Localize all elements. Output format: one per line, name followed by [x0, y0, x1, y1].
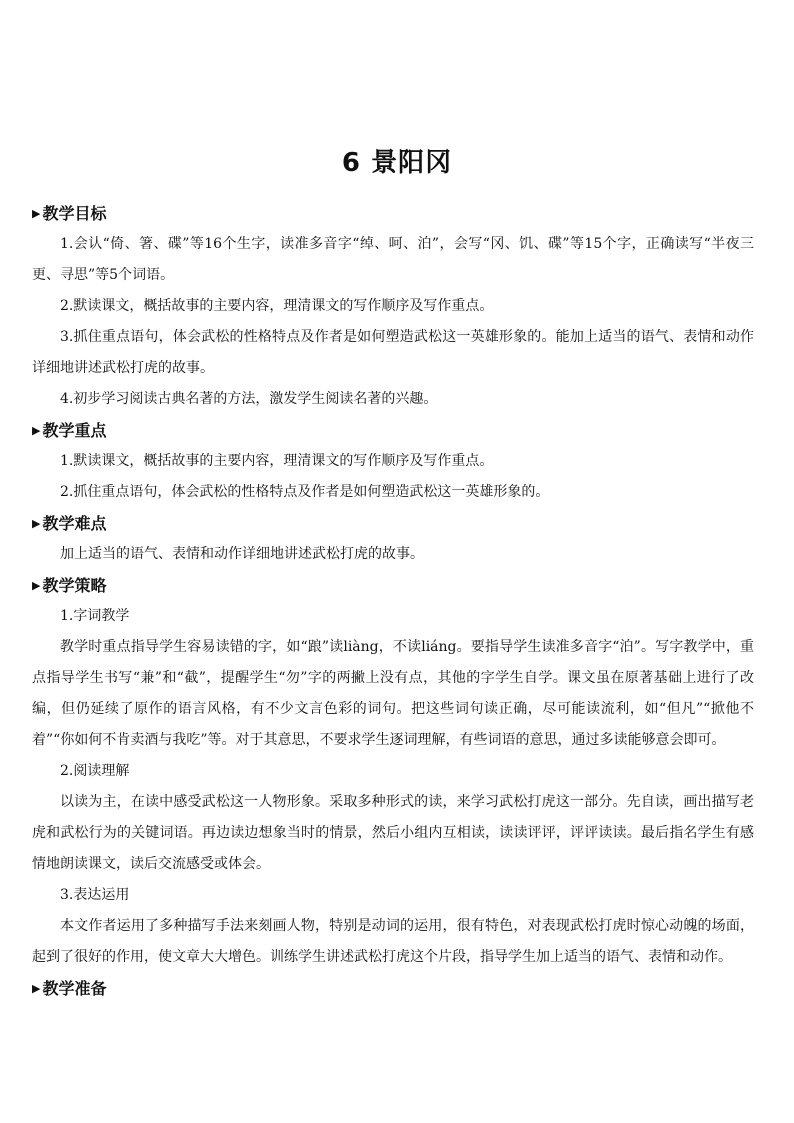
strategy-subheading: 2.阅读理解 — [60, 763, 130, 779]
triangle-bullet-icon: ▶ — [32, 517, 41, 530]
goal-item: 2.默读课文，概括故事的主要内容，理清课文的写作顺序及写作重点。 — [60, 298, 494, 314]
section-heading-goals: ▶ 教学目标 — [32, 204, 107, 223]
strategy-text: 以读为主，在读中感受武松这一人物形象。采取多种形式的读，来学习武松打虎这一部分。先自读，画出描写老虎和武松行为的关键词语。再边读边想象当时的情景，然后小组内互相读，读读评评，评评读读。最后指名学生有感情地朗读课文，读后交流感受或体会。 — [32, 794, 754, 872]
triangle-bullet-icon: ▶ — [32, 982, 41, 995]
strategy-text: 教学时重点指导学生容易读错的字，如“踉”读liàng，不读liáng。要指导学生读准多音字“泊”。写字教学中，重点指导学生书写“兼”和“截”，提醒学生“勿”字的两撇上没有点，其他的字学生自学。课文虽在原著基础上进行了改编，但仍延续了原作的语言风格，有不少文言色彩的词句。把这些词句读正确，尽可能读流利，如“但凡”“掀他不着”“你如何不肯卖酒与我吃”等。对于其意思，不要求学生逐词理解，有些词语的意思，通过多读能够意会即可。 — [32, 639, 754, 748]
section-heading-key-points: ▶ 教学重点 — [32, 421, 107, 440]
strategy-text: 本文作者运用了多种描写手法来刻画人物，特别是动词的运用，很有特色，对表现武松打虎时惊心动魄的场面，起到了很好的作用，使文章大大增色。训练学生讲述武松打虎这个片段，指导学生加上适当的语气、表情和动作。 — [32, 918, 754, 965]
document-content — [32, 198, 754, 1004]
goal-item: 3.抓住重点语句，体会武松的性格特点及作者是如何塑造武松这一英雄形象的。能加上适当的语气、表情和动作详细地讲述武松打虎的故事。 — [32, 329, 754, 376]
page-title: 6 景阳冈 — [341, 148, 453, 178]
triangle-bullet-icon: ▶ — [32, 579, 41, 592]
section-heading-preparation: ▶ 教学准备 — [32, 979, 107, 998]
key-point-item: 1.默读课文，概括故事的主要内容，理清课文的写作顺序及写作重点。 — [60, 453, 494, 469]
key-point-item: 2.抓住重点语句，体会武松的性格特点及作者是如何塑造武松这一英雄形象的。 — [60, 484, 550, 500]
section-heading-strategy: ▶ 教学策略 — [32, 576, 107, 595]
strategy-subheading: 1.字词教学 — [60, 608, 130, 624]
strategy-subheading: 3.表达运用 — [60, 887, 130, 903]
difficulty-item: 加上适当的语气、表情和动作详细地讲述武松打虎的故事。 — [60, 546, 424, 562]
section-heading-difficulties: ▶ 教学难点 — [32, 514, 107, 533]
triangle-bullet-icon: ▶ — [32, 424, 41, 437]
goal-item: 1.会认“倚、箸、碟”等16个生字，读准多音字“绰、呵、泊”，会写“冈、饥、碟”等15个字，正确读写“半夜三更、寻思”等5个词语。 — [32, 236, 754, 283]
triangle-bullet-icon: ▶ — [32, 207, 41, 220]
goal-item: 4.初步学习阅读古典名著的方法，激发学生阅读名著的兴趣。 — [60, 391, 438, 407]
